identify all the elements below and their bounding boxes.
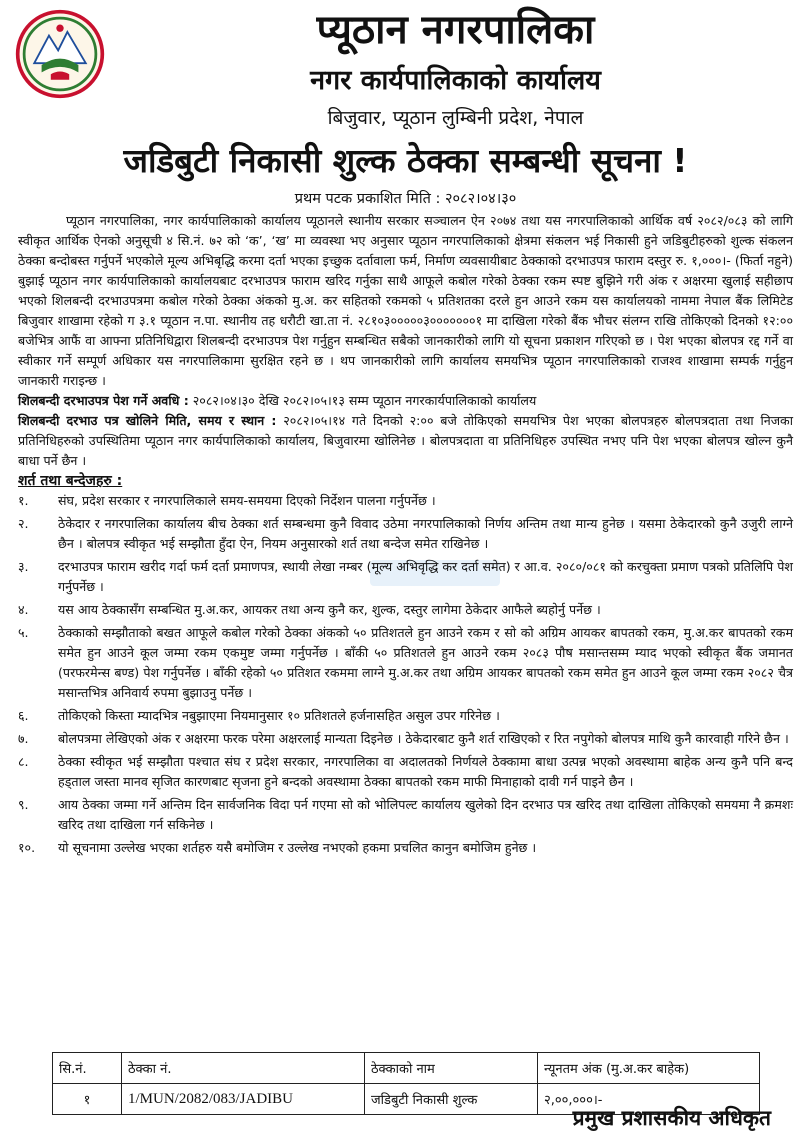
municipality-name: प्यूठान नगरपालिका	[316, 7, 595, 53]
condition-item	[18, 838, 793, 858]
notice-title: जडिबुटी निकासी शुल्क ठेक्का सम्बन्धी सूचना !	[123, 141, 688, 180]
cell-contract-name: जडिबुटी निकासी शुल्क	[365, 1084, 538, 1115]
first-published-date: प्रथम पटक प्रकाशित मिति : २०८२।०४।३०	[294, 191, 517, 207]
condition-text: संघ, प्रदेश सरकार र नगरपालिकाले समय-समयमा दिएको निर्देशन पालना गर्नुपर्नेछ ।	[58, 493, 436, 508]
col-header-contract-name: ठेक्काको नाम	[365, 1053, 538, 1084]
condition-text: दरभाउपत्र फाराम खरीद गर्दा फर्म दर्ता प्रमाणपत्र, स्थायी लेखा नम्बर (मूल्य अभिवृद्धि कर दर्ता समेत) र आ.व. २०८०/०८१ को करचुक्ता प्रमाण पत्रको प्रतिलिपि पेश गर्नुपर्नेछ ।	[58, 559, 793, 594]
condition-number: ४.	[18, 602, 29, 617]
condition-text: आय ठेक्का जम्मा गर्ने अन्तिम दिन सार्वजनिक विदा पर्न गएमा सो को भोलिपल्ट कार्यालय खुलेको दिन दरभाउ पत्र खरिद तथा दाखिला तोकिएको समयमा नै क्रमशः खरिद तथा दाखिला गर्न सकिनेछ ।	[58, 797, 793, 832]
col-header-serial: सि.नं.	[53, 1053, 122, 1084]
condition-number: ५.	[18, 625, 29, 640]
intro-paragraph: प्यूठान नगरपालिका, नगर कार्यपालिकाको कार्यालय प्यूठानले स्थानीय सरकार सञ्चालन ऐन २०७४ तथा यस नगरपालिकाको आर्थिक वर्ष २०८२/०८३ को लागि स्वीकृत आर्थिक ऐनको अनुसूची ४ सि.नं. ७२ को ‘क’, ‘ख’ मा व्यवस्था भए अनुसार प्यूठान नगरपालिकाको क्षेत्रमा संकलन भई निकासी हुने जडिबुटीहरुको शुल्क संकलन ठेक्का बन्दोबस्त गर्नुपर्ने भएकोले मूल्य अभिबृद्धि करमा दर्ता भएका इच्छुक दर्तावाला फर्म, निर्माण व्यवसायीबाट ठेक्काको दरभाउपत्र फाराम दस्तुर रु. १,०००।- (फिर्ता नहुने) बुझाई प्यूठान नगर कार्यपालिकाको कार्यालयबाट दरभाउपत्र फाराम खरिद गर्नुका साथै आफूले कबोल गरेको ठेक्का रकम स्पष्ट बुझिने गरी अंक र अक्षरमा खुलाई सहीछाप भएको शिलबन्दी दरभाउपत्रमा कबोल गरेको ठेक्का अंकको मु.अ. कर सहितको रकमको ५ प्रतिशतका दरले हुन आउने रकम यस कार्यालयको नाममा नेपाल बैंक लिमिटेड बिजुवार शाखामा रहेको ग ३.१ प्यूठान न.पा. स्थानीय तह धरौटी खा.ता नं. २८१०३०००००३०००००००१ मा दाखिला गरेको बैंक भौचर संलग्न राखि तोकिएको दिनको १२:०० बजेभित्र आफैं वा आफ्ना प्रतिनिधिद्वारा शिलबन्दी दरभाउपत्र पेश गर्नुहुन सम्बन्धित सबैको जानकारीको लागि यो सूचना प्रकाशन गरिएको छ । पेश भएका बोलपत्र रद्द गर्ने वा स्वीकार गर्ने सम्पूर्ण अधिकार यस नगरपालिकामा सुरक्षित रहने छ । थप जानकारीको लागि कार्यालय समयभित्र प्यूठान नगरपालिकाको राजश्व शाखामा सम्पर्क गर्नुहुन जानकारी गराइन्छ ।	[18, 213, 793, 388]
condition-item	[18, 514, 793, 554]
signature-title: प्रमुख प्रशासकीय अधिकृत	[572, 1106, 771, 1130]
condition-text: ठेकेदार र नगरपालिका कार्यालय बीच ठेक्का शर्त सम्बन्धमा कुनै विवाद उठेमा नगरपालिकाको निर्णय अन्तिम तथा मान्य हुनेछ । यसमा ठेकेदारको कुनै उजुरी लाग्ने छैन । बोलपत्र स्वीकृत भई सम्झौता हुँदा ऐन, नियम अनुसारको शर्त तथा बन्देज समेत राखिनेछ ।	[58, 516, 793, 551]
col-header-contract-no: ठेक्का नं.	[122, 1053, 365, 1084]
office-address: बिजुवार, प्यूठान लुम्बिनी प्रदेश, नेपाल	[327, 107, 584, 129]
condition-number: २.	[18, 516, 29, 531]
condition-item	[18, 623, 793, 703]
condition-number: ६.	[18, 708, 29, 723]
condition-text: तोकिएको किस्ता म्यादभित्र नबुझाएमा नियमानुसार १० प्रतिशतले हर्जनासहित असुल उपर गरिनेछ ।	[58, 708, 500, 723]
submission-period-label: शिलबन्दी दरभाउपत्र पेश गर्ने अवधि :	[18, 393, 189, 408]
condition-text: बोलपत्रमा लेखिएको अंक र अक्षरमा फरक परेमा अक्षरलाई मान्यता दिइनेछ । ठेकेदारबाट कुनै शर्त राखिएको र रित नपुगेको बोलपत्र माथि कुनै कारवाही गरिने छैन ।	[58, 731, 789, 746]
condition-item	[18, 491, 793, 511]
cell-contract-no: 1/MUN/2082/083/JADIBU	[122, 1084, 365, 1115]
condition-text: यो सूचनामा उल्लेख भएका शर्तहरु यसै बमोजिम र उल्लेख नभएको हकमा प्रचलित कानुन बमोजिम हुनेछ ।	[58, 840, 537, 855]
nepal-emblem-icon	[14, 8, 106, 100]
table-header-row	[53, 1053, 760, 1084]
condition-number: ८.	[18, 754, 29, 769]
condition-number: १.	[18, 493, 29, 508]
condition-item	[18, 600, 793, 620]
submission-period-text: २०८२।०४।३० देखि २०८२।०५।१३ सम्म प्यूठान नगरकार्यपालिकाको कार्यालय	[188, 393, 537, 408]
condition-item	[18, 729, 793, 749]
opening-details	[18, 411, 793, 471]
condition-item	[18, 752, 793, 792]
condition-text: ठेक्काको सम्झौताको बखत आफूले कबोल गरेको ठेक्का अंकको ५० प्रतिशतले हुन आउने रकम र सो को अग्रिम आयकर बापतको रकम, मु.अ.कर बापतको रकम समेत हुन आउने कूल जम्मा रकम एकमुष्ट जम्मा गर्नुपर्नेछ । बाँकी ५० प्रतिशतले हुन आउने रकम २०८३ पौष मसान्तसम्म म्याद भएको स्वीकृत बैंक जमानत (परफरमेन्स बण्ड) पेश गर्नुपर्नेछ । बाँकी रहेको ५० प्रतिशत रकममा लाग्ने मु.अ.कर तथा अग्रिम आयकर बापतको रकम समेत हुन आउने कूल जम्मा रकम २०८२ चैत्र मसान्तभित्र अनिवार्य रुपमा बुझाउनु पर्नेछ ।	[58, 625, 793, 700]
office-name: नगर कार्यपालिकाको कार्यालय	[310, 65, 601, 96]
condition-text: यस आय ठेक्कासँग सम्बन्धित मु.अ.कर, आयकर तथा अन्य कुनै कर, शुल्क, दस्तुर लागेमा ठेकेदार आफैले ब्यहोर्नु पर्नेछ ।	[58, 602, 601, 617]
conditions-list	[18, 491, 793, 858]
condition-number: ३.	[18, 559, 29, 574]
opening-details-text: २०८२।०५।१४ गते दिनको २:०० बजे तोकिएको समयभित्र पेश भएका बोलपत्रहरु बोलपत्रदाता तथा निजका प्रतिनिधिहरुको उपस्थितिमा प्यूठान नगर कार्यपालिकाको कार्यालय, बिजुवारमा खोलिनेछ । बोलपत्रदाता वा प्रतिनिधिहरु उपस्थित नभए पनि पेश भएका बोलपत्र खोल्न कुनै बाधा पर्ने छैन ।	[18, 413, 793, 468]
notice-body	[18, 211, 793, 861]
condition-number: ७.	[18, 731, 29, 746]
submission-period	[18, 391, 793, 411]
condition-number: १०.	[18, 840, 36, 855]
condition-number: ९.	[18, 797, 29, 812]
cell-serial: १	[53, 1084, 122, 1115]
condition-item	[18, 795, 793, 835]
condition-item	[18, 706, 793, 726]
col-header-minimum-amount: न्यूनतम अंक (मु.अ.कर बाहेक)	[538, 1053, 760, 1084]
condition-text: ठेक्का स्वीकृत भई सम्झौता पश्चात संघ र प्रदेश सरकार, नगरपालिका वा अदालतको निर्णयले ठेक्कामा बाधा उत्पन्न भएको अवस्थामा बाहेक अन्य कुनै पनि बन्द हड्ताल जस्ता मानव सृजित कारणबाट सृजना हुने बन्दको अवस्थामा ठेक्का बापतको रकम माफी मिनाहाको दावी गर्न पाइने छैन ।	[58, 754, 793, 789]
conditions-heading: शर्त तथा बन्देजहरु :	[18, 473, 123, 489]
opening-details-label: शिलबन्दी दरभाउ पत्र खोलिने मिति, समय र स्थान :	[18, 413, 277, 428]
condition-item	[18, 557, 793, 597]
cell-minimum-amount: २,००,०००।-	[538, 1084, 760, 1115]
